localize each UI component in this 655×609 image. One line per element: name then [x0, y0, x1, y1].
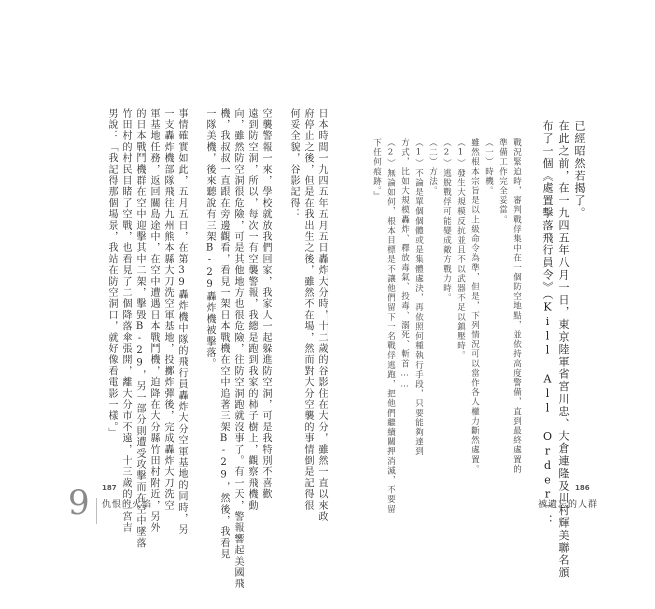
- left-page-column: 何妥全貌，谷影記得：: [288, 108, 299, 220]
- left-page-column: 一隊美機，後來聽說有三架B-29轟炸機被擊落。: [204, 108, 215, 370]
- footer-divider: [96, 498, 97, 524]
- left-page-column: 事情確實如此，五月五日，在第39轟炸機中隊的飛行員轟炸大分空軍基地的同時，另: [176, 108, 187, 536]
- right-page-column: （2）逃脫戰俘可能變成敵方戰力時。: [441, 138, 452, 303]
- right-page-column: 雖然根本宗旨是以上級命令為準，但是，下列情況可以當作各人權力斷然處置。: [469, 138, 480, 474]
- left-page-column: 府停止之後，但是在我出生之後，雖然不在場，然而對大分空襲的事情倒是記得很: [302, 108, 313, 512]
- right-page-column: （1）發生大規模反抗並且不以武器不足以鎮壓時。: [455, 138, 466, 361]
- right-page-column: 布了一個《處置擊落飛行員令》（Kill All Order）：: [541, 120, 554, 527]
- right-page-column: 在此之前，在一九四五年八月一日，東京陸軍省宮川忠、大倉連隆及川村輝美聯名頒: [557, 120, 570, 579]
- right-running-title: 被遺忘的人群: [538, 500, 599, 510]
- right-page-column: 準備工作完全妥當。: [497, 138, 508, 225]
- left-page-column: 遠到防空洞，所以，每次一有空襲警報，我總是跑到我家的柿子樹上，觀察飛機動: [246, 108, 257, 512]
- left-page-column: 一支轟炸機部隊飛往九州熊本縣大刀洗空軍基地，投擲炸彈後，完成轟炸大刀洗空: [162, 108, 173, 512]
- right-page-column: 戰況緊迫時，審判戰俘集中在一個防空地點，並依持高度警備，直到最終處置的: [511, 138, 522, 474]
- left-page-column: 向，雖然防空洞很危險，可是其他地方也很危險，往防空洞跑就沒事了。有一天，警報響起美國飛: [232, 108, 243, 590]
- left-page-column: 的日本戰鬥機群在空中迎擊其中二架，擊毀B-29，另一部分則遭受攻擊而在空中墜落: [134, 108, 145, 549]
- right-folio: 186: [575, 484, 590, 492]
- left-folio: 187: [102, 484, 117, 492]
- left-page-column: 男說：「我記得那個場景，我站在防空洞口，就好像看電影一樣。」: [106, 108, 117, 439]
- left-page-column: 竹田村的村民目睹了空戰，也看見了二個降落傘張開，離大分市不遠，十三歲的二宮吉: [120, 108, 131, 534]
- left-page-column: 日本時間一九四五年五月五日轟炸大分時，十二歲的谷影住在大分，雖然一直以來政: [316, 108, 327, 523]
- right-page-column: 下任何痕跡。』: [371, 138, 382, 201]
- right-page-column: 已經昭然若揭了。: [573, 120, 586, 220]
- right-page-column: （二）方法。: [427, 138, 438, 196]
- left-running-title: 仇恨的火焰: [102, 500, 153, 510]
- left-page-column: 軍基地任務，返回關島途中，在空中遭遇日本戰鬥機，迫降在大分縣竹田村附近，另外: [148, 108, 159, 534]
- right-page-column: （一）時機。: [483, 138, 494, 196]
- right-page-column: （1）不論是單個個體或是集體處決，再依照何種執行手段，只要能夠達到: [413, 138, 424, 457]
- left-page-column: 機，我叔叔一直跟在旁邊觀看，看見一架日本戰機在空中追著三架B-29，然後，我看見: [218, 108, 229, 560]
- right-page-column: 方式，比如大規模轟炸、釋放毒氣、投毒、溺死、斬首……: [399, 138, 410, 391]
- left-page-column: 空襲警報一來，學校就放我們回家，我家人一起躲進防空洞，可是我特別不喜歡: [260, 108, 271, 500]
- chapter-page-number: 9: [68, 483, 90, 523]
- right-page-column: （2）無論如何，根本目標是不讓他們留下一名戰俘逃跑，把他們繼續關押消滅，不要留: [385, 138, 396, 514]
